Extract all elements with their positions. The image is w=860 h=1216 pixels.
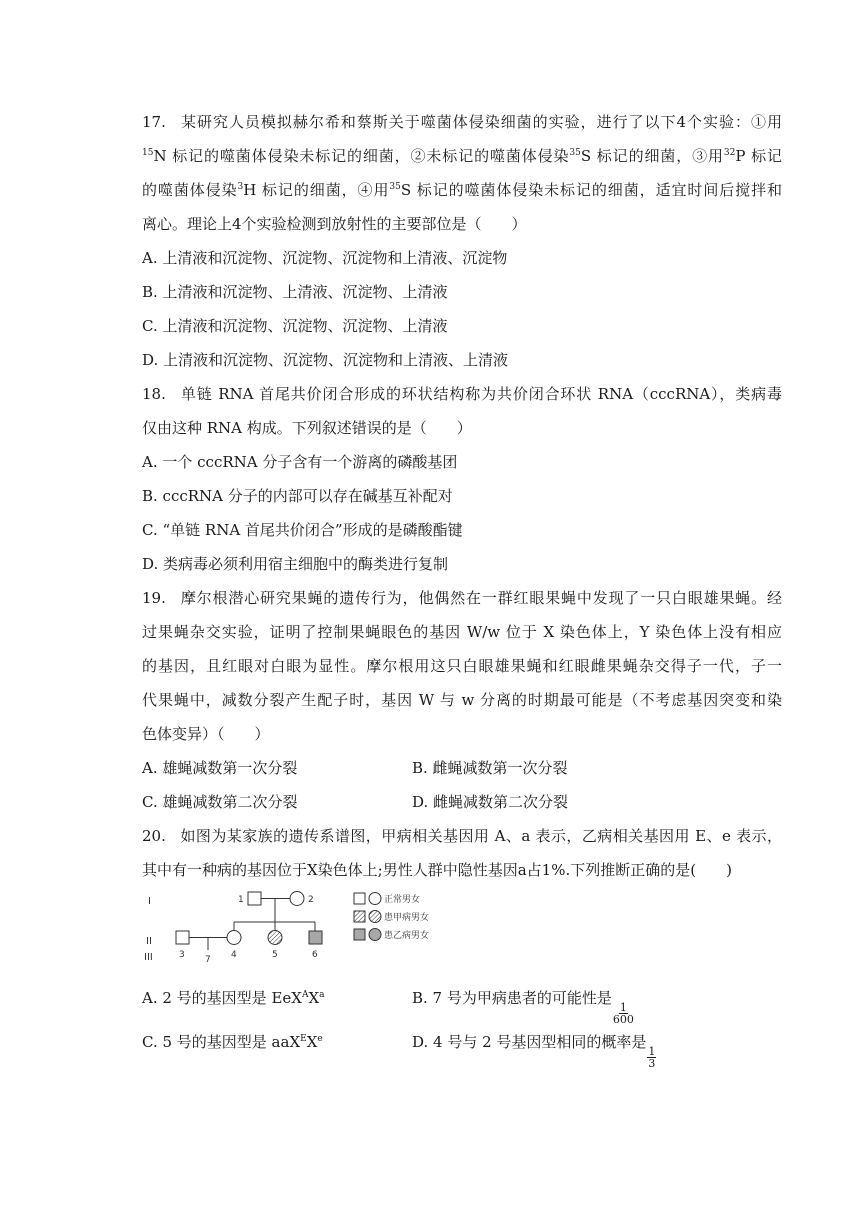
q17-stem-text: 的噬菌体侵染: [142, 181, 238, 199]
superscript: a: [319, 990, 325, 1000]
individual-1-label: 1: [238, 895, 244, 905]
option-text: B. 7 号为甲病患者的可能性是: [412, 989, 612, 1007]
individual-3-male-normal: [176, 931, 189, 944]
option-text: A. 2 号的基因型是 EeX: [142, 989, 302, 1007]
legend-disease-a-female-icon: [369, 911, 381, 923]
individual-4-female-normal: [227, 931, 241, 945]
q19-options-row-2: [142, 792, 782, 812]
q20-stem-text: 如图为某家族的遗传系谱图，甲病相关基因用 A、a 表示，乙病相关基因用 E、e 表示，: [180, 827, 782, 845]
q19-option-b[interactable]: B. 雌蝇减数第一次分裂: [412, 759, 568, 777]
legend-disease-b-male-icon: [354, 929, 365, 940]
q19-stem-text: 摩尔根潜心研究果蝇的遗传行为，他偶然在一群红眼果蝇中发现了一只白眼雄果蝇。经: [180, 589, 782, 607]
superscript: A: [301, 990, 309, 1000]
individual-2-label: 2: [308, 895, 314, 905]
q17-stem-text: 某研究人员模拟赫尔希和蔡斯关于噬菌体侵染细菌的实验，进行了以下4个实验：①用: [180, 113, 782, 131]
fraction-numerator: 1: [648, 1045, 656, 1058]
generation-label-iii: III: [144, 952, 153, 963]
individual-6-label: 6: [312, 950, 318, 960]
q17-option-b[interactable]: B. 上清液和沉淀物、上清液、沉淀物、上清液: [142, 283, 448, 301]
legend-normal-label: 正常男女: [384, 895, 421, 905]
option-text: X: [306, 1033, 318, 1051]
q19-option-a[interactable]: A. 雄蝇减数第一次分裂: [142, 759, 298, 777]
q20-options-row-1: [142, 988, 782, 1026]
q18-line-2: 仅由这种 RNA 构成。下列叙述错误的是（ ）: [142, 419, 472, 437]
q18-option-b[interactable]: B. cccRNA 分子的内部可以存在碱基互补配对: [142, 487, 453, 505]
fraction: [613, 1002, 634, 1025]
legend-normal-female-icon: [369, 893, 381, 905]
q18-option-d[interactable]: D. 类病毒必须利用宿主细胞中的酶类进行复制: [142, 555, 449, 573]
q17-stem-text: P 标记: [735, 147, 782, 165]
q20-option-d[interactable]: [412, 1032, 656, 1069]
q17-stem-text: N 标记的噬菌体侵染未标记的细菌，②未标记的噬菌体侵染: [153, 147, 570, 165]
q18-number: 18.: [142, 385, 166, 403]
pedigree-figure: [138, 887, 458, 967]
individual-5-female-disease-a: [268, 931, 282, 945]
q18-line-1: [142, 384, 782, 404]
generation-label-ii: II: [146, 936, 152, 947]
q17-stem-text: S 标记的噬菌体侵染未标记的细菌，适宜时间后搅拌和: [400, 181, 782, 199]
fraction-denominator: 600: [612, 1013, 634, 1026]
superscript: 3: [237, 182, 244, 192]
q17-number: 17.: [142, 113, 166, 131]
q19-options-row-1: [142, 758, 782, 778]
q17-stem-text: H 标记的细菌，④用: [243, 181, 390, 199]
q19-option-d[interactable]: D. 雌蝇减数第二次分裂: [412, 793, 569, 811]
individual-4-label: 4: [231, 950, 237, 960]
q19-line-3: 的基因，且红眼对白眼为显性。摩尔根用这只白眼雄果蝇和红眼雌果蝇杂交得子一代，子一: [142, 657, 782, 675]
superscript: 35: [569, 148, 581, 158]
legend-disease-b-label: 患乙病男女: [384, 931, 430, 941]
fraction-numerator: 1: [619, 1001, 627, 1014]
fraction-denominator: 3: [648, 1057, 656, 1070]
q17-line-3: [142, 180, 782, 200]
option-text: C. 5 号的基因型是 aaX: [142, 1033, 301, 1051]
q17-option-c[interactable]: C. 上清液和沉淀物、沉淀物、沉淀物、上清液: [142, 317, 448, 335]
q17-line-2: [142, 146, 782, 166]
legend-disease-a-male-icon: [354, 911, 365, 922]
q19-option-c[interactable]: C. 雄蝇减数第二次分裂: [142, 793, 298, 811]
q18-option-c[interactable]: C. “单链 RNA 首尾共价闭合”形成的是磷酸酯键: [142, 521, 463, 539]
individual-2-female-normal: [290, 892, 304, 906]
option-text: D. 4 号与 2 号基因型相同的概率是: [412, 1033, 647, 1051]
fraction: [647, 1046, 656, 1069]
legend-disease-b-female-icon: [369, 929, 381, 941]
individual-5-label: 5: [272, 950, 278, 960]
q20-line-1: [142, 826, 782, 846]
q18-stem-text: 单链 RNA 首尾共价闭合形成的环状结构称为共价闭合环状 RNA（cccRNA），类病毒: [180, 385, 782, 403]
q19-line-5: 色体变异）（ ）: [142, 725, 270, 743]
q20-option-b[interactable]: [412, 988, 634, 1025]
generation-label-i: I: [148, 896, 151, 907]
individual-6-male-disease-b: [309, 931, 322, 944]
legend-normal-male-icon: [354, 893, 365, 904]
q17-stem-text: S 标记的细菌，③用: [580, 147, 724, 165]
individual-7-label: 7: [205, 955, 211, 965]
superscript: 35: [389, 182, 401, 192]
q19-number: 19.: [142, 589, 166, 607]
superscript: 32: [723, 148, 736, 158]
individual-3-label: 3: [179, 950, 185, 960]
superscript: E: [300, 1034, 307, 1044]
q20-number: 20.: [142, 827, 166, 845]
q19-line-4: 代果蝇中，减数分裂产生配子时，基因 W 与 w 分离的时期最可能是（不考虑基因突变和染: [142, 691, 782, 709]
legend-disease-a-label: 患甲病男女: [384, 913, 430, 923]
q18-option-a[interactable]: A. 一个 cccRNA 分子含有一个游离的磷酸基团: [142, 453, 458, 471]
q20-option-a[interactable]: [142, 989, 325, 1007]
q19-line-1: [142, 588, 782, 608]
q20-option-c[interactable]: [142, 1033, 323, 1051]
option-text: X: [308, 989, 320, 1007]
q17-line-1: [142, 112, 782, 132]
q19-line-2: 过果蝇杂交实验，证明了控制果蝇眼色的基因 W/w 位于 X 染色体上，Y 染色体上没有相应: [142, 623, 782, 641]
q17-option-a[interactable]: A. 上清液和沉淀物、沉淀物、沉淀物和上清液、沉淀物: [142, 249, 508, 267]
q17-line-4: 离心。理论上4个实验检测到放射性的主要部位是（ ）: [142, 215, 527, 233]
q17-option-d[interactable]: D. 上清液和沉淀物、沉淀物、沉淀物和上清液、上清液: [142, 351, 509, 369]
q20-options-row-2: [142, 1032, 782, 1070]
superscript: 15: [142, 148, 154, 158]
superscript: e: [317, 1034, 323, 1044]
individual-1-male-normal: [248, 892, 261, 905]
q20-line-2: 其中有一种病的基因位于X染色体上;男性人群中隐性基因a占1%.下列推断正确的是( ): [142, 861, 732, 879]
